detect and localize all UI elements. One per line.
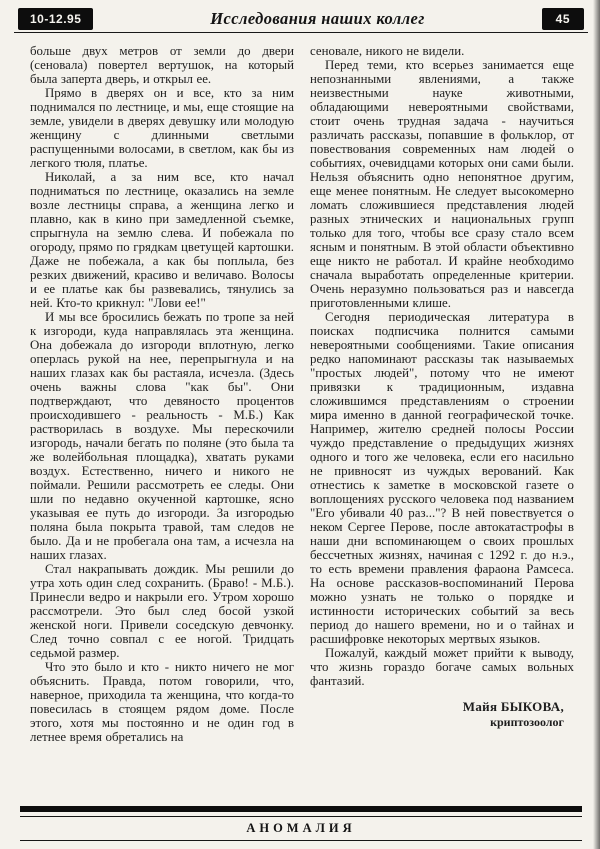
- author-role: криптозоолог: [490, 715, 564, 729]
- article-paragraph: Стал накрапывать дождик. Мы решили до утра хоть один след сохранить. (Браво! - М.Б.). Принесли ведро и накрыли его. Утром хорошо рассмотрели. Это был след босой узкой женской ноги. Привели соседскую девчонку. След точно совпал с ее ногой. Тридцать седьмой размер.: [30, 562, 294, 660]
- left-column: [30, 44, 294, 744]
- header-rule: [14, 32, 588, 33]
- article-paragraph: И мы все бросились бежать по тропе за ней к изгороди, куда направлялась эта женщина. Она добежала до изгороди вплотную, легко оперлась рукой на нее, перепрыгнула и на наших глазах как бы растаяла, исчезла. (Здесь очень важны слова "как бы". Они подтверждают, что девяносто процентов происходившего - реальность - М.Б.) Как растворилась в воздухе. Мы перескочили изгородь, начали бегать по поляне (это была та же волейбольная площадка), хватать руками воздух. Естественно, ничего и никого не поймали. Решили рассмотреть ее следы. Они шли по недавно окученной картошке, ясно указывая ее путь до изгороди. За изгородью поляна была покрыта травой, там следов не было. Да и не пробегала она там, а исчезла на наших глазах.: [30, 310, 294, 562]
- magazine-title: АНОМАЛИЯ: [246, 821, 356, 835]
- article-paragraph: Пожалуй, каждый может прийти к выводу, что жизнь гораздо богаче самых вольных фантазий.: [310, 646, 574, 688]
- article-paragraph: сеновале, никого не видели.: [310, 44, 465, 58]
- author-byline: [310, 700, 574, 729]
- section-title: Исследования наших коллег: [210, 9, 425, 28]
- page-footer: [20, 806, 582, 841]
- article-paragraph: Перед теми, кто всерьез занимается еще непознанными явлениями, а также неизвестными науке животными, обладающими невероятными свойствами, стоит очень трудная задача - научиться различать рассказы, попавшие в фольклор, от повествования современных нам людей о событиях, очевидцами которых они сами были. Нельзя объяснить одно непонятное другим, еще менее понятным. Не следует высокомерно ломать сложившиеся представления людей разных этнических и национальных групп только для того, чтобы все сразу стало всем ясным и понятным. В этой области объективно еще никто не работал. И крайне необходимо сначала выработать определенные критерии. Очень неразумно пользоваться раз и навсегда приготовленными клише.: [310, 58, 574, 310]
- footer-bar: [20, 806, 582, 812]
- article-paragraph: Николай, а за ним все, кто начал подниматься по лестнице, оказались на земле возле лестницы справа, а женщина легко и плавно, как в кино при замедленной съемке, спрыгнула на землю слева. И побежала по огороду, прямо по грядкам цветущей картошки. Даже не побежала, а как бы поплыла, без резких движений, красиво и величаво. Волосы и ее платье как бы развевались, тянулись за ней. Кто-то крикнул: "Лови ее!": [30, 170, 294, 310]
- article-paragraph: Прямо в дверях он и все, кто за ним поднимался по лестнице, и мы, еще стоящие на земле, увидели в дверях девушку или молодую женщину с длинными светлыми распущенными волосами, в светлом, как бы из легкого тюля, платье.: [30, 86, 294, 170]
- article-paragraph: больше двух метров от земли до двери (сеновала) повертел вертушок, на который была заперта дверь, и открыл ее.: [30, 44, 294, 86]
- article-paragraph: Сегодня периодическая литература в поисках подписчика полнится самыми невероятными сообщениями. Такие описания редко напоминают рассказы так называемых "простых людей", потому что не имеют привязки к традиционным, издавна сложившимся представлениям о строении мира именно в данной географической точке. Например, жителю средней полосы России чуждо представление о предыдущих жизнях одного и того же человека, если его насильно не привносят из чуждых верований. Как отнестись к заметке в московской газете о воплощениях русского человека под названием "Его убивали 40 раз..."? В ней повествуется о неком Сергее Перове, после автокатастрофы в наши дни вспоминающем о своих прошлых бессчетных жизнях, начиная с 1292 г. до н.э., то есть времени правления фараона Рамсеса. На основе рассказов-воспоминаний Перова можно узнать не только о порядке и истинности исторических событий за весь период до нашего времени, но и о тайнах и расшифровке некоторых мертвых языков.: [310, 310, 574, 646]
- article-body: [30, 44, 574, 744]
- page-header: [18, 8, 584, 30]
- article-paragraph: Что это было и кто - никто ничего не мог объяснить. Правда, потом говорили, что, наверное, приходила та женщина, что когда-то повесилась в стоящем рядом доме. После этого, хотя мы постоянно и не один год в летнее время обретались на: [30, 660, 294, 744]
- page-number-badge: 45: [542, 8, 584, 30]
- footer-strip: [20, 816, 582, 841]
- issue-date-badge: 10-12.95: [18, 8, 93, 30]
- right-column: [310, 44, 574, 744]
- scan-edge-shadow: [593, 0, 600, 849]
- author-name: Майя БЫКОВА,: [462, 699, 564, 714]
